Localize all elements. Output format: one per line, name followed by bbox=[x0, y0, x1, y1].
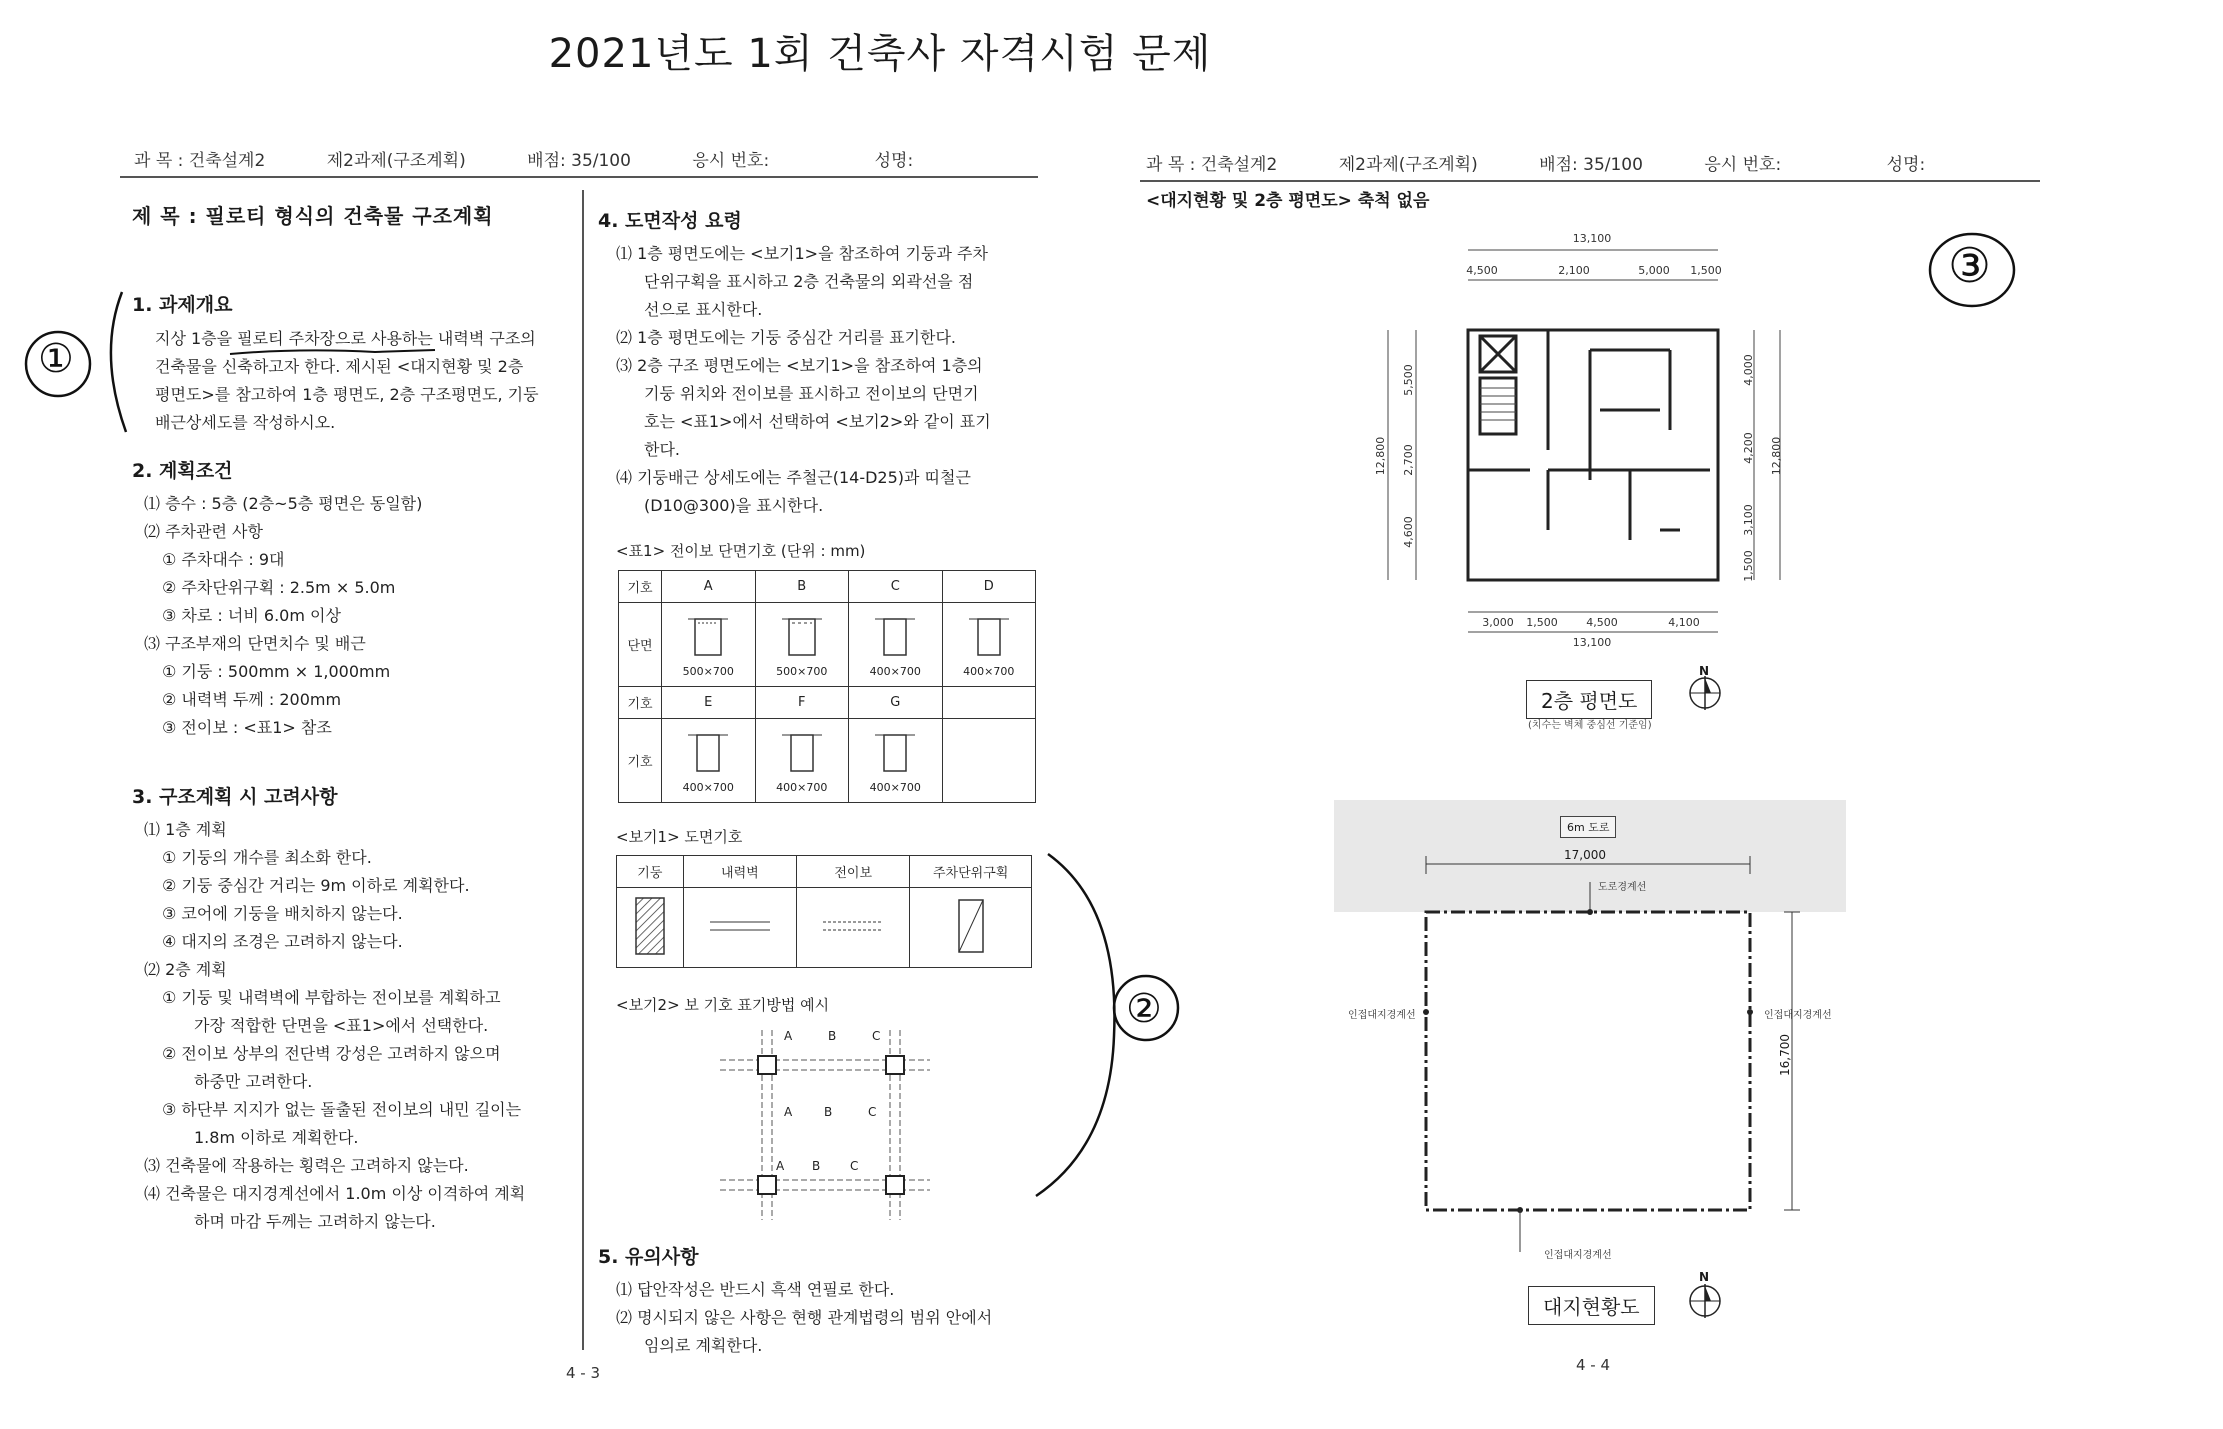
table-cell bbox=[755, 603, 849, 687]
list-item: ② 내력벽 두께 : 200mm bbox=[162, 690, 342, 709]
list-item: 한다. bbox=[644, 440, 680, 459]
site-title: 대지현황도 bbox=[1528, 1286, 1655, 1325]
table-cell bbox=[662, 719, 756, 803]
header-name: 성명: bbox=[874, 151, 914, 171]
table-1-caption: <표1> 전이보 단면기호 (단위 : mm) bbox=[616, 542, 866, 560]
section-1-line: 지상 1층을 필로티 주차장으로 사용하는 내력벽 구조의 bbox=[155, 329, 536, 348]
right-page-caption: <대지현황 및 2층 평면도> 축척 없음 bbox=[1146, 191, 1430, 211]
road-label: 6m 도로 bbox=[1560, 816, 1616, 838]
beam-label: B bbox=[812, 1159, 821, 1173]
list-item: ⑷ 건축물은 대지경계선에서 1.0m 이상 이격하여 계획 bbox=[144, 1184, 526, 1203]
dim-left: 5,500 bbox=[1402, 364, 1415, 396]
page-title: 2021년도 1회 건축사 자격시험 문제 bbox=[548, 31, 1212, 77]
section-size: 400×700 bbox=[869, 781, 921, 794]
section-size: 400×700 bbox=[869, 665, 921, 678]
dim-top: 4,500 bbox=[1466, 264, 1498, 277]
beam-label: A bbox=[784, 1029, 793, 1043]
list-item: ⑶ 구조부재의 단면치수 및 배근 bbox=[144, 634, 366, 653]
road-boundary-label: 도로경계선 bbox=[1598, 882, 1647, 893]
table-1 bbox=[618, 570, 1036, 803]
list-item: 하며 마감 두께는 고려하지 않는다. bbox=[194, 1212, 436, 1231]
table-cell: D bbox=[942, 571, 1036, 603]
beam-notation-diagram bbox=[700, 1020, 940, 1230]
section-5-list bbox=[606, 1276, 992, 1360]
list-item: 임의로 계획한다. bbox=[644, 1336, 763, 1355]
dim-left: 4,600 bbox=[1402, 516, 1415, 548]
column-symbol-icon bbox=[630, 894, 670, 958]
legend-cell bbox=[797, 888, 910, 968]
section-size: 500×700 bbox=[776, 665, 828, 678]
legend-header: 주차단위구획 bbox=[910, 856, 1032, 888]
dim-bottom: 4,500 bbox=[1586, 616, 1618, 629]
list-item: ⑶ 2층 구조 평면도에는 <보기1>을 참조하여 1층의 bbox=[616, 356, 983, 375]
table-row-label: 기호 bbox=[619, 719, 662, 803]
section-size: 500×700 bbox=[682, 665, 734, 678]
section-1-line: 건축물을 신축하고자 한다. 제시된 <대지현황 및 2층 bbox=[155, 357, 524, 376]
header-right bbox=[1146, 150, 1981, 175]
adjacent-boundary-bottom: 인접대지경계선 bbox=[1544, 1250, 1612, 1261]
header-name: 성명: bbox=[1886, 155, 1926, 175]
header-rule-right bbox=[1140, 180, 2040, 182]
table-cell bbox=[942, 719, 1036, 803]
table-cell bbox=[755, 719, 849, 803]
legend-cell bbox=[683, 888, 796, 968]
beam-label: C bbox=[872, 1029, 881, 1043]
table-cell bbox=[662, 603, 756, 687]
beam-label: C bbox=[850, 1159, 859, 1173]
dim-top-total: 13,100 bbox=[1572, 232, 1612, 245]
dim-right: 3,100 bbox=[1742, 504, 1755, 536]
list-item: ⑴ 답안작성은 반드시 흑색 연필로 한다. bbox=[616, 1280, 895, 1299]
list-item: ② 전이보 상부의 전단벽 강성은 고려하지 않으며 bbox=[162, 1044, 501, 1063]
list-item: ③ 차로 : 너비 6.0m 이상 bbox=[162, 606, 341, 625]
list-item: ② 기둥 중심간 거리는 9m 이하로 계획한다. bbox=[162, 876, 470, 895]
section-2-list bbox=[134, 490, 422, 742]
annotation-2: ② bbox=[1126, 986, 1162, 1032]
annotation-3: ③ bbox=[1948, 238, 1992, 294]
section-size: 400×700 bbox=[682, 781, 734, 794]
table-cell: C bbox=[849, 571, 943, 603]
beam-label: C bbox=[868, 1105, 877, 1119]
dim-right: 4,200 bbox=[1742, 432, 1755, 464]
list-item: ④ 대지의 조경은 고려하지 않는다. bbox=[162, 932, 403, 951]
list-item: 가장 적합한 단면을 <표1>에서 선택한다. bbox=[194, 1016, 489, 1035]
list-item: ⑶ 건축물에 작용하는 횡력은 고려하지 않는다. bbox=[144, 1156, 469, 1175]
header-rule-left bbox=[120, 176, 1038, 178]
list-item: ⑵ 주차관련 사항 bbox=[144, 522, 263, 541]
beam-label: B bbox=[828, 1029, 837, 1043]
table-cell bbox=[849, 719, 943, 803]
transfer-beam-symbol-icon bbox=[818, 911, 888, 941]
legend-header: 전이보 bbox=[797, 856, 910, 888]
list-item: 기둥 위치와 전이보를 표시하고 전이보의 단면기 bbox=[644, 384, 979, 403]
legend-cell bbox=[617, 888, 684, 968]
table-cell: B bbox=[755, 571, 849, 603]
handwritten-underline bbox=[150, 336, 450, 366]
section-3-list bbox=[134, 816, 525, 1236]
page-number-right: 4 - 4 bbox=[1576, 1356, 1611, 1374]
legend-header: 내력벽 bbox=[683, 856, 796, 888]
legend-2-caption: <보기2> 보 기호 표기방법 예시 bbox=[616, 996, 830, 1014]
header-task: 제2과제(구조계획) bbox=[1338, 155, 1478, 175]
beam-section-icon bbox=[683, 611, 733, 661]
plan-title: 2층 평면도 bbox=[1526, 680, 1652, 719]
section-2-heading: 2. 계획조건 bbox=[132, 460, 233, 482]
header-number: 응시 번호: bbox=[692, 151, 770, 171]
header-score: 배점: 35/100 bbox=[527, 151, 631, 171]
list-item: ⑵ 1층 평면도에는 기둥 중심간 거리를 표기한다. bbox=[616, 328, 956, 347]
dim-right-total: 12,800 bbox=[1770, 436, 1783, 476]
list-item: ⑴ 1층 평면도에는 <보기1>을 참조하여 기둥과 주차 bbox=[616, 244, 988, 263]
page-number-left: 4 - 3 bbox=[566, 1364, 601, 1382]
dim-top: 1,500 bbox=[1690, 264, 1722, 277]
adjacent-boundary-right: 인접대지경계선 bbox=[1764, 1010, 1832, 1021]
handwritten-bracket-2 bbox=[1030, 846, 1210, 1206]
beam-section-icon bbox=[683, 727, 733, 777]
dim-top: 5,000 bbox=[1638, 264, 1670, 277]
annotation-1: ① bbox=[38, 336, 74, 382]
list-item: 하중만 고려한다. bbox=[194, 1072, 313, 1091]
parking-stall-symbol-icon bbox=[951, 894, 991, 958]
list-item: ⑵ 2층 계획 bbox=[144, 960, 227, 979]
dim-left: 2,700 bbox=[1402, 444, 1415, 476]
list-item: ③ 전이보 : <표1> 참조 bbox=[162, 718, 332, 737]
section-size: 400×700 bbox=[776, 781, 828, 794]
beam-section-icon bbox=[870, 727, 920, 777]
dim-bottom: 4,100 bbox=[1668, 616, 1700, 629]
beam-section-icon bbox=[777, 727, 827, 777]
header-left bbox=[134, 146, 969, 171]
list-item: ⑴ 층수 : 5층 (2층~5층 평면은 동일함) bbox=[144, 494, 423, 513]
legend-cell bbox=[910, 888, 1032, 968]
list-item: ③ 코어에 기둥을 배치하지 않는다. bbox=[162, 904, 403, 923]
site-width: 17,000 bbox=[1564, 848, 1606, 862]
legend-1-table bbox=[616, 855, 1032, 968]
list-item: 1.8m 이하로 계획한다. bbox=[194, 1128, 359, 1147]
second-floor-plan bbox=[1370, 220, 1800, 740]
header-number: 응시 번호: bbox=[1704, 155, 1782, 175]
section-1-line: 배근상세도를 작성하시오. bbox=[155, 413, 336, 432]
adjacent-boundary-left: 인접대지경계선 bbox=[1348, 1010, 1416, 1021]
section-4-list bbox=[606, 240, 991, 520]
list-item: 선으로 표시한다. bbox=[644, 300, 763, 319]
header-subject: 과 목 : 건축설계2 bbox=[134, 151, 266, 171]
list-item: ① 기둥 : 500mm × 1,000mm bbox=[162, 662, 391, 681]
table-cell: G bbox=[849, 687, 943, 719]
beam-section-icon bbox=[964, 611, 1014, 661]
beam-label: B bbox=[824, 1105, 833, 1119]
list-item: 호는 <표1>에서 선택하여 <보기2>와 같이 표기 bbox=[644, 412, 991, 431]
table-row-label: 기호 bbox=[619, 687, 662, 719]
section-size: 400×700 bbox=[963, 665, 1015, 678]
section-4-heading: 4. 도면작성 요령 bbox=[598, 210, 742, 232]
list-item: ③ 하단부 지지가 없는 돌출된 전이보의 내민 길이는 bbox=[162, 1100, 522, 1119]
list-item: ⑴ 1층 계획 bbox=[144, 820, 227, 839]
table-row-label: 단면 bbox=[619, 603, 662, 687]
dim-top: 2,100 bbox=[1558, 264, 1590, 277]
table-cell: E bbox=[662, 687, 756, 719]
beam-label: A bbox=[776, 1159, 785, 1173]
dim-left-total: 12,800 bbox=[1374, 436, 1387, 476]
list-item: (D10@300)을 표시한다. bbox=[644, 496, 824, 515]
bearing-wall-symbol-icon bbox=[705, 911, 775, 941]
header-subject: 과 목 : 건축설계2 bbox=[1146, 155, 1278, 175]
plan-note: (치수는 벽체 중심선 기준임) bbox=[1528, 720, 1652, 731]
site-plan bbox=[1330, 840, 1850, 1280]
table-cell: F bbox=[755, 687, 849, 719]
section-1-heading: 1. 과제개요 bbox=[132, 294, 233, 316]
north-arrow-icon bbox=[1688, 676, 1722, 710]
dim-bottom: 3,000 bbox=[1482, 616, 1514, 629]
section-1-line: 평면도>를 참고하여 1층 평면도, 2층 구조평면도, 기둥 bbox=[155, 385, 539, 404]
table-cell bbox=[942, 603, 1036, 687]
list-item: ⑵ 명시되지 않은 사항은 현행 관계법령의 범위 안에서 bbox=[616, 1308, 993, 1327]
dim-bottom-total: 13,100 bbox=[1572, 636, 1612, 649]
beam-label: A bbox=[784, 1105, 793, 1119]
table-cell bbox=[849, 603, 943, 687]
list-item: ① 기둥의 개수를 최소화 한다. bbox=[162, 848, 372, 867]
section-3-heading: 3. 구조계획 시 고려사항 bbox=[132, 786, 338, 808]
north-label: N bbox=[1698, 664, 1710, 678]
table-cell bbox=[942, 687, 1036, 719]
list-item: ② 주차단위구획 : 2.5m × 5.0m bbox=[162, 578, 396, 597]
north-label: N bbox=[1698, 1270, 1710, 1284]
header-score: 배점: 35/100 bbox=[1539, 155, 1643, 175]
beam-section-icon bbox=[870, 611, 920, 661]
dim-right: 1,500 bbox=[1742, 550, 1755, 582]
section-5-heading: 5. 유의사항 bbox=[598, 1246, 699, 1268]
site-depth: 16,700 bbox=[1778, 1034, 1792, 1076]
header-task: 제2과제(구조계획) bbox=[326, 151, 466, 171]
legend-1-caption: <보기1> 도면기호 bbox=[616, 828, 743, 846]
list-item: ① 주차대수 : 9대 bbox=[162, 550, 285, 569]
beam-section-icon bbox=[777, 611, 827, 661]
legend-header: 기둥 bbox=[617, 856, 684, 888]
dim-right: 4,000 bbox=[1742, 354, 1755, 386]
subject-line: 제 목 : 필로티 형식의 건축물 구조계획 bbox=[132, 204, 494, 228]
table-cell: A bbox=[662, 571, 756, 603]
dim-bottom: 1,500 bbox=[1526, 616, 1558, 629]
north-arrow-icon bbox=[1688, 1284, 1722, 1318]
list-item: 단위구획을 표시하고 2층 건축물의 외곽선을 점 bbox=[644, 272, 974, 291]
list-item: ⑷ 기둥배근 상세도에는 주철근(14-D25)과 띠철근 bbox=[616, 468, 971, 487]
list-item: ① 기둥 및 내력벽에 부합하는 전이보를 계획하고 bbox=[162, 988, 501, 1007]
column-divider bbox=[582, 190, 584, 1350]
table-row-label: 기호 bbox=[619, 571, 662, 603]
